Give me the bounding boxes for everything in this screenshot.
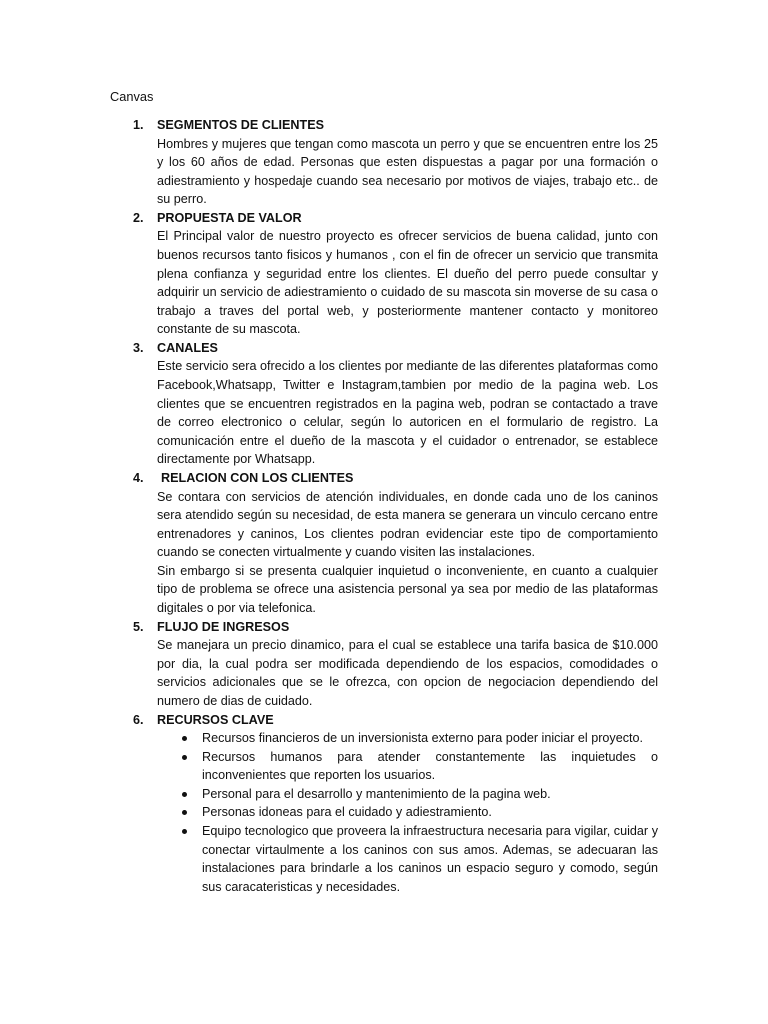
- section-paragraph: Este servicio sera ofrecido a los clientes por mediante de las diferentes plataformas como Facebook,Whatsapp, Twitter e Instagram,tambien por medio de la pagina web. Los clientes que se encuentren registrados en la pagina web, podran se contactado a trave de correo electronico o celular, según lo autoricen en el formulario de registro. La comunicación entre el dueño de la mascota y el cuidador o entrenador, se establece directamente por Whatsapp.: [157, 359, 658, 467]
- section-relacion-con-los-clientes: [110, 469, 658, 618]
- list-item: [202, 748, 658, 785]
- section-number: 2.: [133, 210, 144, 225]
- section-paragraph: Sin embargo si se presenta cualquier inquietud o inconveniente, en cuanto a cualquier tipo de problema se ofrece una asistencia personal ya sea por medio de las plataformas digitales o por via telefonica.: [157, 563, 658, 616]
- list-item: [202, 785, 658, 804]
- section-paragraph: Se contara con servicios de atención individuales, en donde cada uno de los caninos sera atendido según su necesidad, de esta manera se generara un vinculo cercano entre entrenadores y caninos, Los clientes podran evidenciar este tipo de comportamiento cuando se conecten virtualmente y cuando visiten las instalaciones.: [157, 489, 658, 560]
- list-item: [202, 822, 658, 896]
- section-heading: RELACION CON LOS CLIENTES: [161, 471, 354, 485]
- bullet-icon: [182, 792, 187, 797]
- bullet-list: [202, 729, 658, 896]
- list-item-text: Recursos humanos para atender constantemente las inquietudes o inconvenientes que reporten los usuarios.: [202, 749, 658, 783]
- list-item-text: Personas idoneas para el cuidado y adiestramiento.: [202, 805, 492, 820]
- bullet-icon: [182, 736, 187, 741]
- list-item-text: Recursos financieros de un inversionista externo para poder iniciar el proyecto.: [202, 731, 644, 746]
- section-number: 1.: [133, 118, 144, 132]
- section-segmentos-de-clientes: [110, 116, 658, 209]
- section-heading: CANALES: [157, 340, 218, 355]
- section-paragraph: Hombres y mujeres que tengan como mascota un perro y que se encuentren entre los 25 y los 60 años de edad. Personas que esten dispuestas a pagar por una formación o adiestramiento y hospedaje cuando sea necesario por motivos de viajes, trabajo etc.. de su perro.: [157, 136, 658, 207]
- list-item-text: Personal para el desarrollo y mantenimiento de la pagina web.: [202, 786, 551, 801]
- sections-list: [110, 116, 658, 896]
- section-number: 6.: [133, 712, 144, 727]
- section-number: 5.: [133, 619, 144, 634]
- section-flujo-de-ingresos: [110, 618, 658, 711]
- section-number: 3.: [133, 340, 144, 355]
- document-title: Canvas: [110, 89, 154, 104]
- section-paragraph: Se manejara un precio dinamico, para el cual se establece una tarifa basica de $10.000 por dia, la cual podra ser modificada dependiendo de los espacios, comodidades o servicios adicionales que se le ofrezca, con opcion de negociacion dependiendo del numero de dias de cuidado.: [157, 638, 658, 708]
- section-propuesta-de-valor: [110, 209, 658, 339]
- section-heading: PROPUESTA DE VALOR: [157, 210, 302, 225]
- section-canales: [110, 339, 658, 469]
- list-item: [202, 803, 658, 822]
- bullet-icon: [182, 829, 187, 834]
- bullet-icon: [182, 810, 187, 815]
- list-item: [202, 729, 658, 748]
- section-heading: SEGMENTOS DE CLIENTES: [157, 118, 325, 132]
- list-item-text: Equipo tecnologico que proveera la infraestructura necesaria para vigilar, cuidar y conectar virtaulmente a los caninos con sus amos. Ademas, se adecuaran las instalaciones para brindarle a los caninos un espacio seguro y comodo, según sus caracateristicas y necesidades.: [202, 824, 658, 894]
- section-recursos-clave: [110, 711, 658, 897]
- section-paragraph: El Principal valor de nuestro proyecto es ofrecer servicios de buena calidad, junto con buenos recursos tanto fisicos y humanos , con el fin de ofrecer un servicio que transmita plena confianza y seguridad entre los clientes. El dueño del perro puede consultar y adquirir un servicio de adiestramiento o cuidado de su mascota sin moverse de su casa o trabajo a traves del portal web, y posteriormente mantener contacto y monitoreo constante de su mascota.: [157, 229, 658, 337]
- section-heading: FLUJO DE INGRESOS: [157, 619, 290, 634]
- section-heading: RECURSOS CLAVE: [157, 712, 274, 727]
- section-number: 4.: [133, 471, 144, 485]
- bullet-icon: [182, 755, 187, 760]
